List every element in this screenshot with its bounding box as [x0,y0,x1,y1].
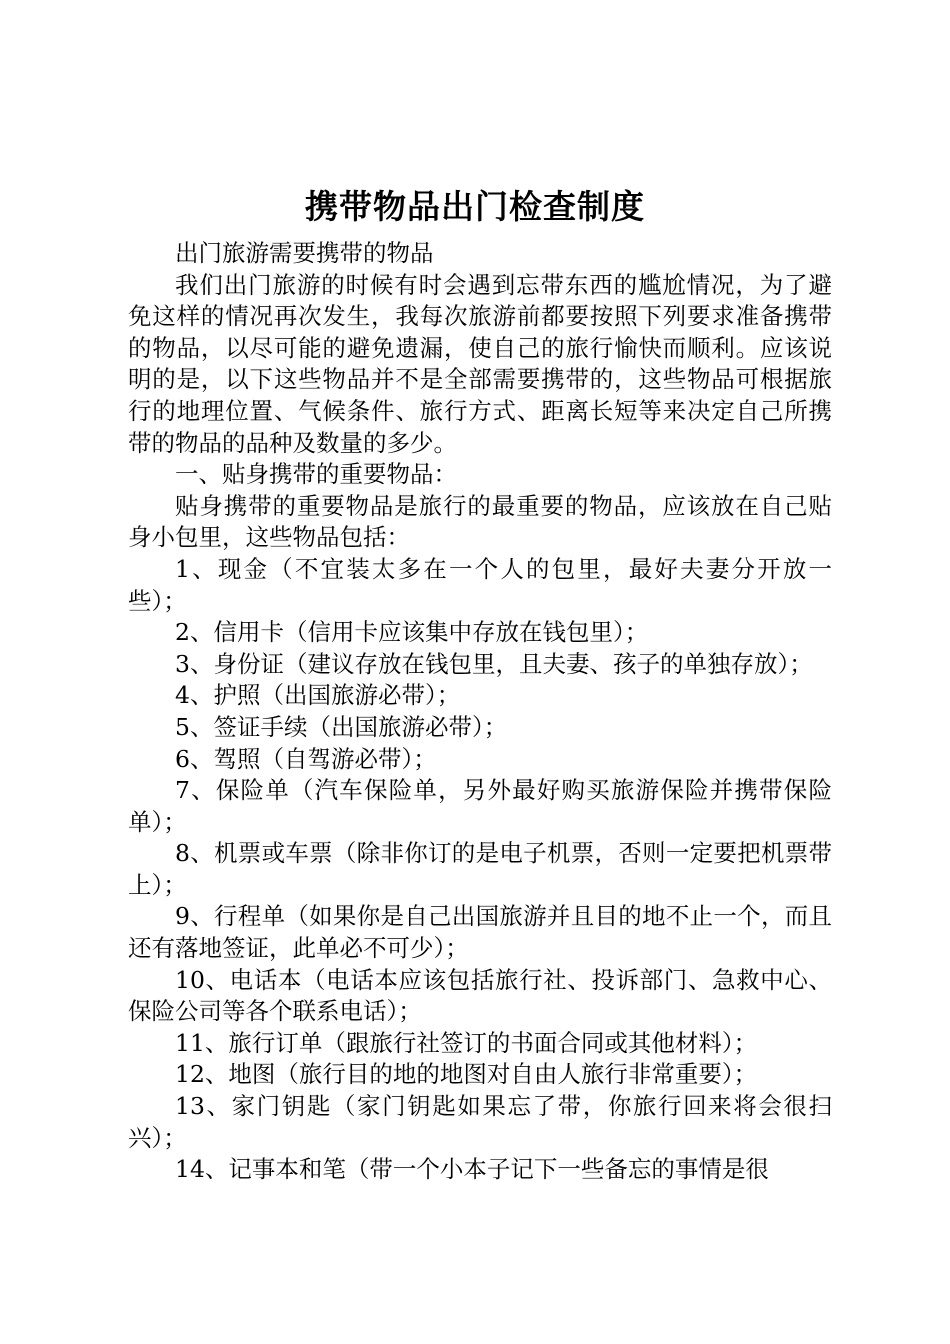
document-title: 携带物品出门检查制度 [305,187,645,226]
list-item: 13、家门钥匙（家门钥匙如果忘了带，你旅行回来将会很扫兴）； [128,1092,832,1152]
list-item: 6、驾照（自驾游必带）； [175,744,437,773]
paragraph-intro: 我们出门旅游的时候有时会遇到忘带东西的尴尬情况，为了避免这样的情况再次发生，我每次旅游前都要按照下列要求准备携带的物品，以尽可能的避免遗漏，使自己的旅行愉快而顺利。应该说明的是，以下这些物品并不是全部需要携带的，这些物品可根据旅行的地理位置、气候条件、旅行方式、距离长短等来决定自己所携带的物品的品种及数量的多少。 [128,270,832,457]
list-item: 4、护照（出国旅游必带）； [175,681,461,710]
list-item: 8、机票或车票（除非你订的是电子机票，否则一定要把机票带上）； [128,839,832,899]
list-item: 2、信用卡（信用卡应该集中存放在钱包里）； [175,618,649,647]
list-item: 11、旅行订单（跟旅行社签订的书面合同或其他材料）； [175,1028,758,1057]
list-item: 12、地图（旅行目的地的地图对自由人旅行非常重要）； [175,1060,758,1089]
list-item: 7、保险单（汽车保险单，另外最好购买旅游保险并携带保险单）； [128,776,832,836]
list-item: 9、行程单（如果你是自己出国旅游并且目的地不止一个，而且还有落地签证，此单必不可少）； [128,902,832,963]
list-item: 1、现金（不宜装太多在一个人的包里，最好夫妻分开放一些）； [128,554,832,615]
list-item: 10、电话本（电话本应该包括旅行社、投诉部门、急救中心、保险公司等各个联系电话）； [128,965,832,1026]
section-heading: 一、贴身携带的重要物品： [175,460,457,489]
list-item: 5、签证手续（出国旅游必带）； [175,712,508,741]
list-item: 3、身份证（建议存放在钱包里，且夫妻、孩子的单独存放）； [175,649,813,678]
list-item: 14、记事本和笔（带一个小本子记下一些备忘的事情是很 [175,1155,769,1184]
paragraph-heading-intro: 出门旅游需要携带的物品 [175,239,434,267]
section-intro: 贴身携带的重要物品是旅行的最重要的物品，应该放在自己贴身小包里，这些物品包括： [128,491,832,552]
document-body [128,238,832,1186]
